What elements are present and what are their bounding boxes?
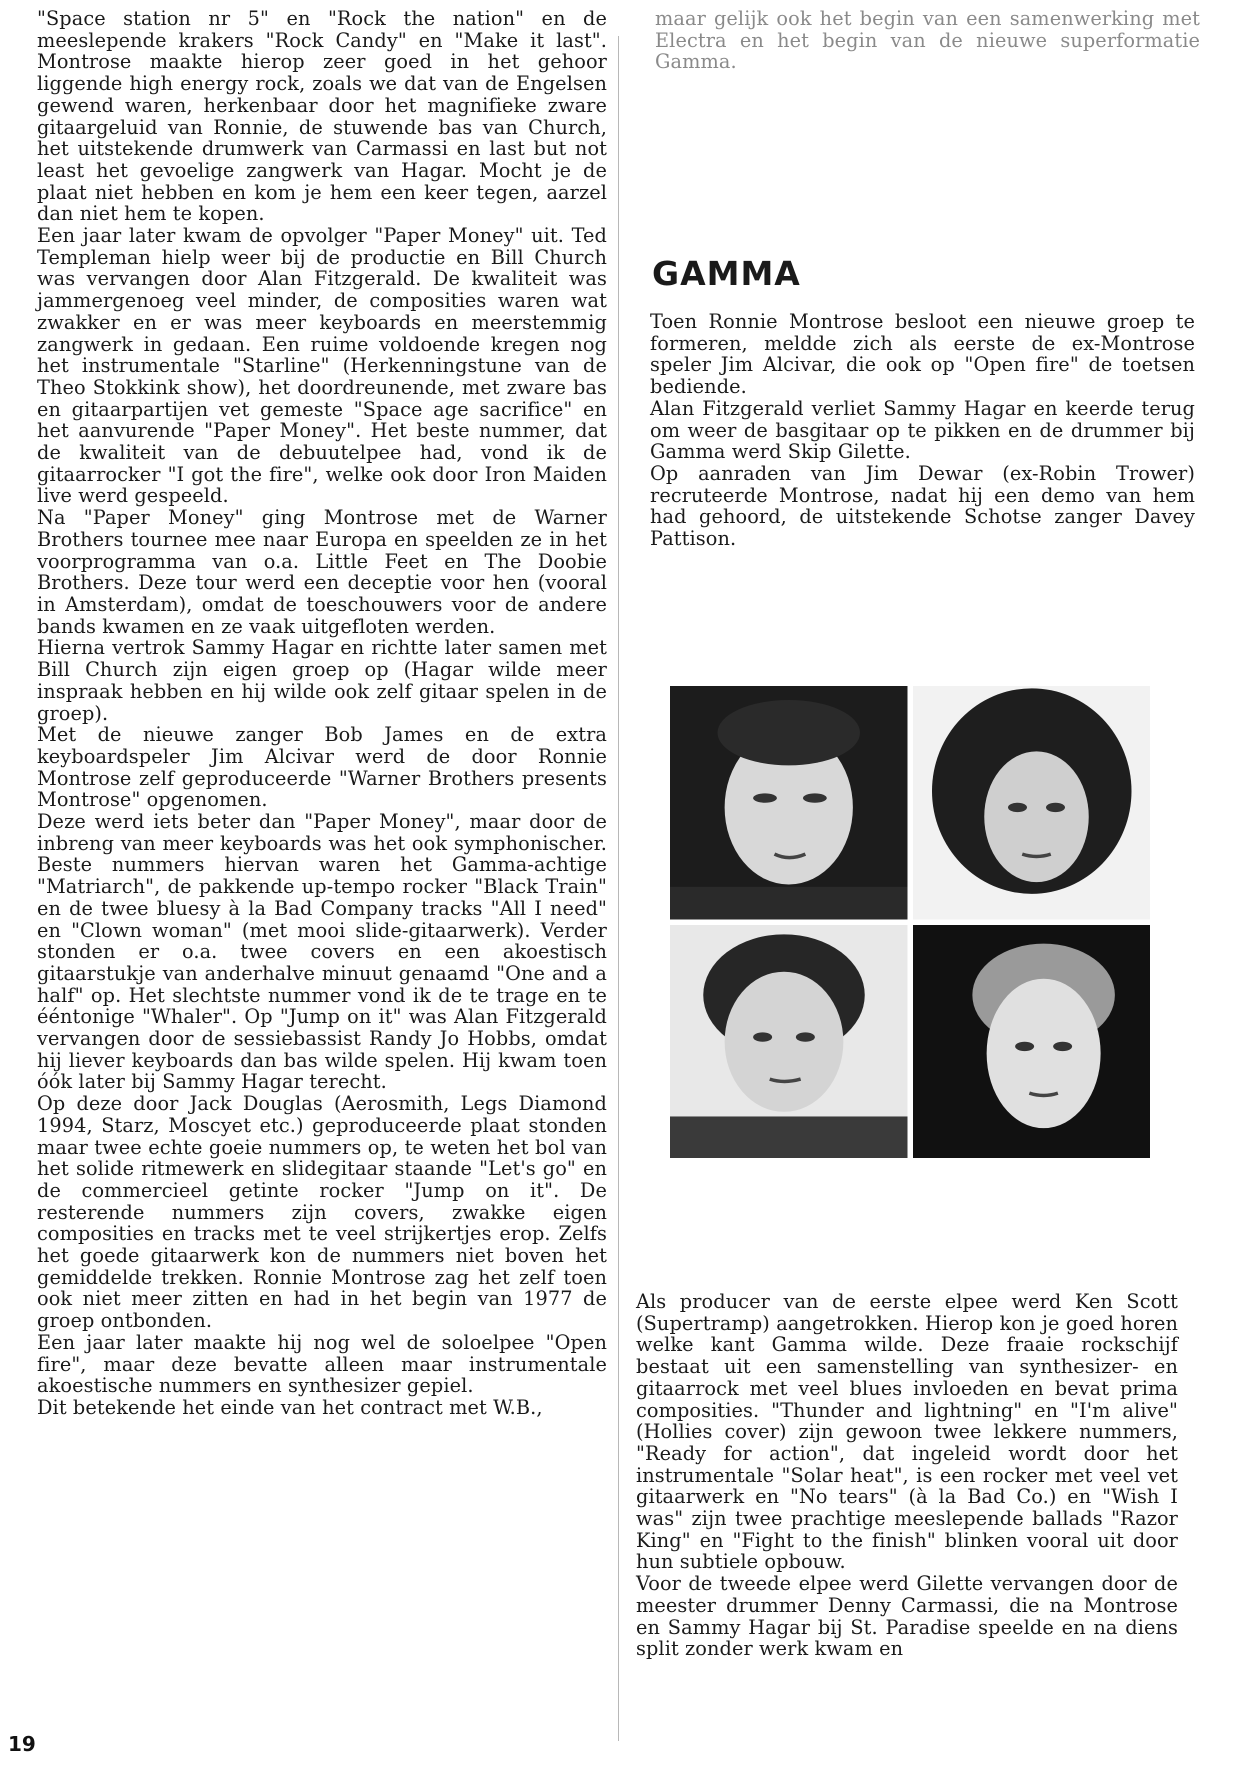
portrait-photo bbox=[670, 686, 908, 920]
right-column-body bbox=[636, 1291, 1178, 1660]
right-column-intro bbox=[650, 311, 1195, 550]
paragraph: Hierna vertrok Sammy Hagar en richtte later samen met Bill Church zijn eigen groep op (Hagar wilde meer inspraak hebben en hij wilde ook zelf gitaar spelen in de groep). bbox=[37, 636, 607, 725]
right-column-continuation bbox=[655, 8, 1200, 73]
paragraph: Een jaar later kwam de opvolger "Paper Money" uit. Ted Templeman hielp weer bij de productie en Bill Church was vervangen door Alan Fitzgerald. De kwaliteit was jammergenoeg veel minder, de composities waren wat zwakker en er was meer keyboards en meerstemmig zangwerk in gedaan. Een ruime voldoende kregen nog het instrumentale "Starline" (Herkenningstune van de Theo Stokkink show), het doordreunende, met zware bas en gitaarpartijen vet gemeste "Space age sacrifice" en het aanvurende "Paper Money". Het beste nummer, dat de kwaliteit van de debuutelpee had, vond ik de gitaarrocker "I got the fire", welke ook door Iron Maiden live werd gespeeld. bbox=[37, 224, 607, 508]
paragraph: Met de nieuwe zanger Bob James en de extra keyboardspeler Jim Alcivar werd de door Ronnie Montrose zelf geproduceerde "Warner Brothers presents Montrose" opgenomen. bbox=[37, 723, 607, 812]
paragraph: Alan Fitzgerald verliet Sammy Hagar en keerde terug om weer de basgitaar op te pikken en de drummer bij Gamma werd Skip Gilette. bbox=[650, 396, 1195, 464]
paragraph: Op aanraden van Jim Dewar (ex-Robin Trower) recruteerde Montrose, nadat hij een demo van hem had gehoord, de uitstekende Schotse zanger Davey Pattison. bbox=[650, 461, 1195, 551]
paragraph: Dit betekende het einde van het contract met W.B., bbox=[37, 1396, 543, 1419]
left-column bbox=[37, 8, 607, 1419]
band-photo-grid bbox=[670, 686, 1150, 1158]
paragraph: "Space station nr 5" en "Rock the nation" en de meeslepende krakers "Rock Candy" en "Make it last". Montrose maakte hierop zeer goed in het gehoor liggende high energy rock, zoals we dat van de Engelsen gewend waren, herkenbaar door het magnifieke zware gitaargeluid van Ronnie, de stuwende bas van Church, het uitstekende drumwerk van Carmassi en last but not least het gevoelige zangwerk van Hagar. Mocht je de plaat niet hebben en kom je hem een keer tegen, aarzel dan niet hem te kopen. bbox=[37, 7, 607, 226]
portrait-photo bbox=[913, 686, 1151, 920]
paragraph: maar gelijk ook het begin van een samenwerking met Electra en het begin van de nieuwe superformatie Gamma. bbox=[655, 7, 1200, 74]
paragraph: Na "Paper Money" ging Montrose met de Warner Brothers tournee mee naar Europa en speelden ze in het voorprogramma van o.a. Little Feet en The Doobie Brothers. Deze tour werd een deceptie voor hen (vooral in Amsterdam), omdat de toeschouwers voor de andere bands kwamen en ze vaak uitgefloten werden. bbox=[37, 506, 607, 638]
portrait-photo bbox=[670, 925, 908, 1159]
column-divider bbox=[618, 36, 619, 1741]
section-heading: GAMMA bbox=[652, 254, 801, 293]
portrait-photo bbox=[913, 925, 1151, 1159]
paragraph: Deze werd iets beter dan "Paper Money", maar door de inbreng van meer keyboards was het ook symphonischer. Beste nummers hiervan waren het Gamma-achtige "Matriarch", de pakkende up-tempo rocker "Black Train" en de twee bluesy à la Bad Company tracks "All I need" en "Clown woman" (met mooi slide-gitaarwerk). Verder stonden er o.a. twee covers en een akoestisch gitaarstukje van anderhalve minuut genaamd "One and a half" op. Het slechtste nummer vond ik de te trage en te ééntonige "Whaler". Op "Jump on it" was Alan Fitzgerald vervangen door de sessiebassist Randy Jo Hobbs, omdat hij liever keyboards dan bas wilde spelen. Hij kwam toen óók later bij Sammy Hagar terecht. bbox=[37, 810, 607, 1094]
paragraph: Als producer van de eerste elpee werd Ken Scott (Supertramp) aangetrokken. Hierop kon je goed horen welke kant Gamma wilde. Deze fraaie rockschijf bestaat uit een samenstelling van synthesizer- en gitaarrock met veel blues invloeden en bevat prima composities. "Thunder and lightning" en "I'm alive" (Hollies cover) zijn gewoon twee lekkere nummers, "Ready for action", dat ingeleid wordt door het instrumentale "Solar heat", is een rocker met veel vet gitaarwerk en "No tears" (à la Bad Co.) en "Wish I was" zijn twee prachtige meeslepende ballads "Razor King" en "Fight to the finish" blinken vooral uit door hun subtiele opbouw. bbox=[636, 1290, 1178, 1574]
page-number: 19 bbox=[8, 1732, 36, 1756]
paragraph: Toen Ronnie Montrose besloot een nieuwe groep te formeren, meldde zich als eerste de ex-Montrose speler Jim Alcivar, die ook op "Open fire" de toetsen bediende. bbox=[650, 310, 1195, 399]
paragraph: Een jaar later maakte hij nog wel de soloelpee "Open fire", maar deze bevatte alleen maar instrumentale akoestische nummers en synthesizer gepiel. bbox=[37, 1330, 607, 1398]
paragraph: Op deze door Jack Douglas (Aerosmith, Legs Diamond 1994, Starz, Moscyet etc.) geproduceerde plaat stonden maar twee echte goeie nummers op, te weten het bol van het solide ritmewerk en slidegitaar staande "Let's go" en de commercieel getinte rocker "Jump on it". De resterende nummers zijn covers, zwakke eigen composities en tracks met te veel strijkertjes erop. Zelfs het goede gitaarwerk kon de nummers niet boven het gemiddelde trekken. Ronnie Montrose zag het zelf toen ook niet meer zitten en had in het begin van 1977 de groep ontbonden. bbox=[37, 1092, 607, 1333]
paragraph: Voor de tweede elpee werd Gilette vervangen door de meester drummer Denny Carmassi, die na Montrose en Sammy Hagar bij St. Paradise speelde en na diens split zonder werk kwam en bbox=[636, 1572, 1178, 1661]
